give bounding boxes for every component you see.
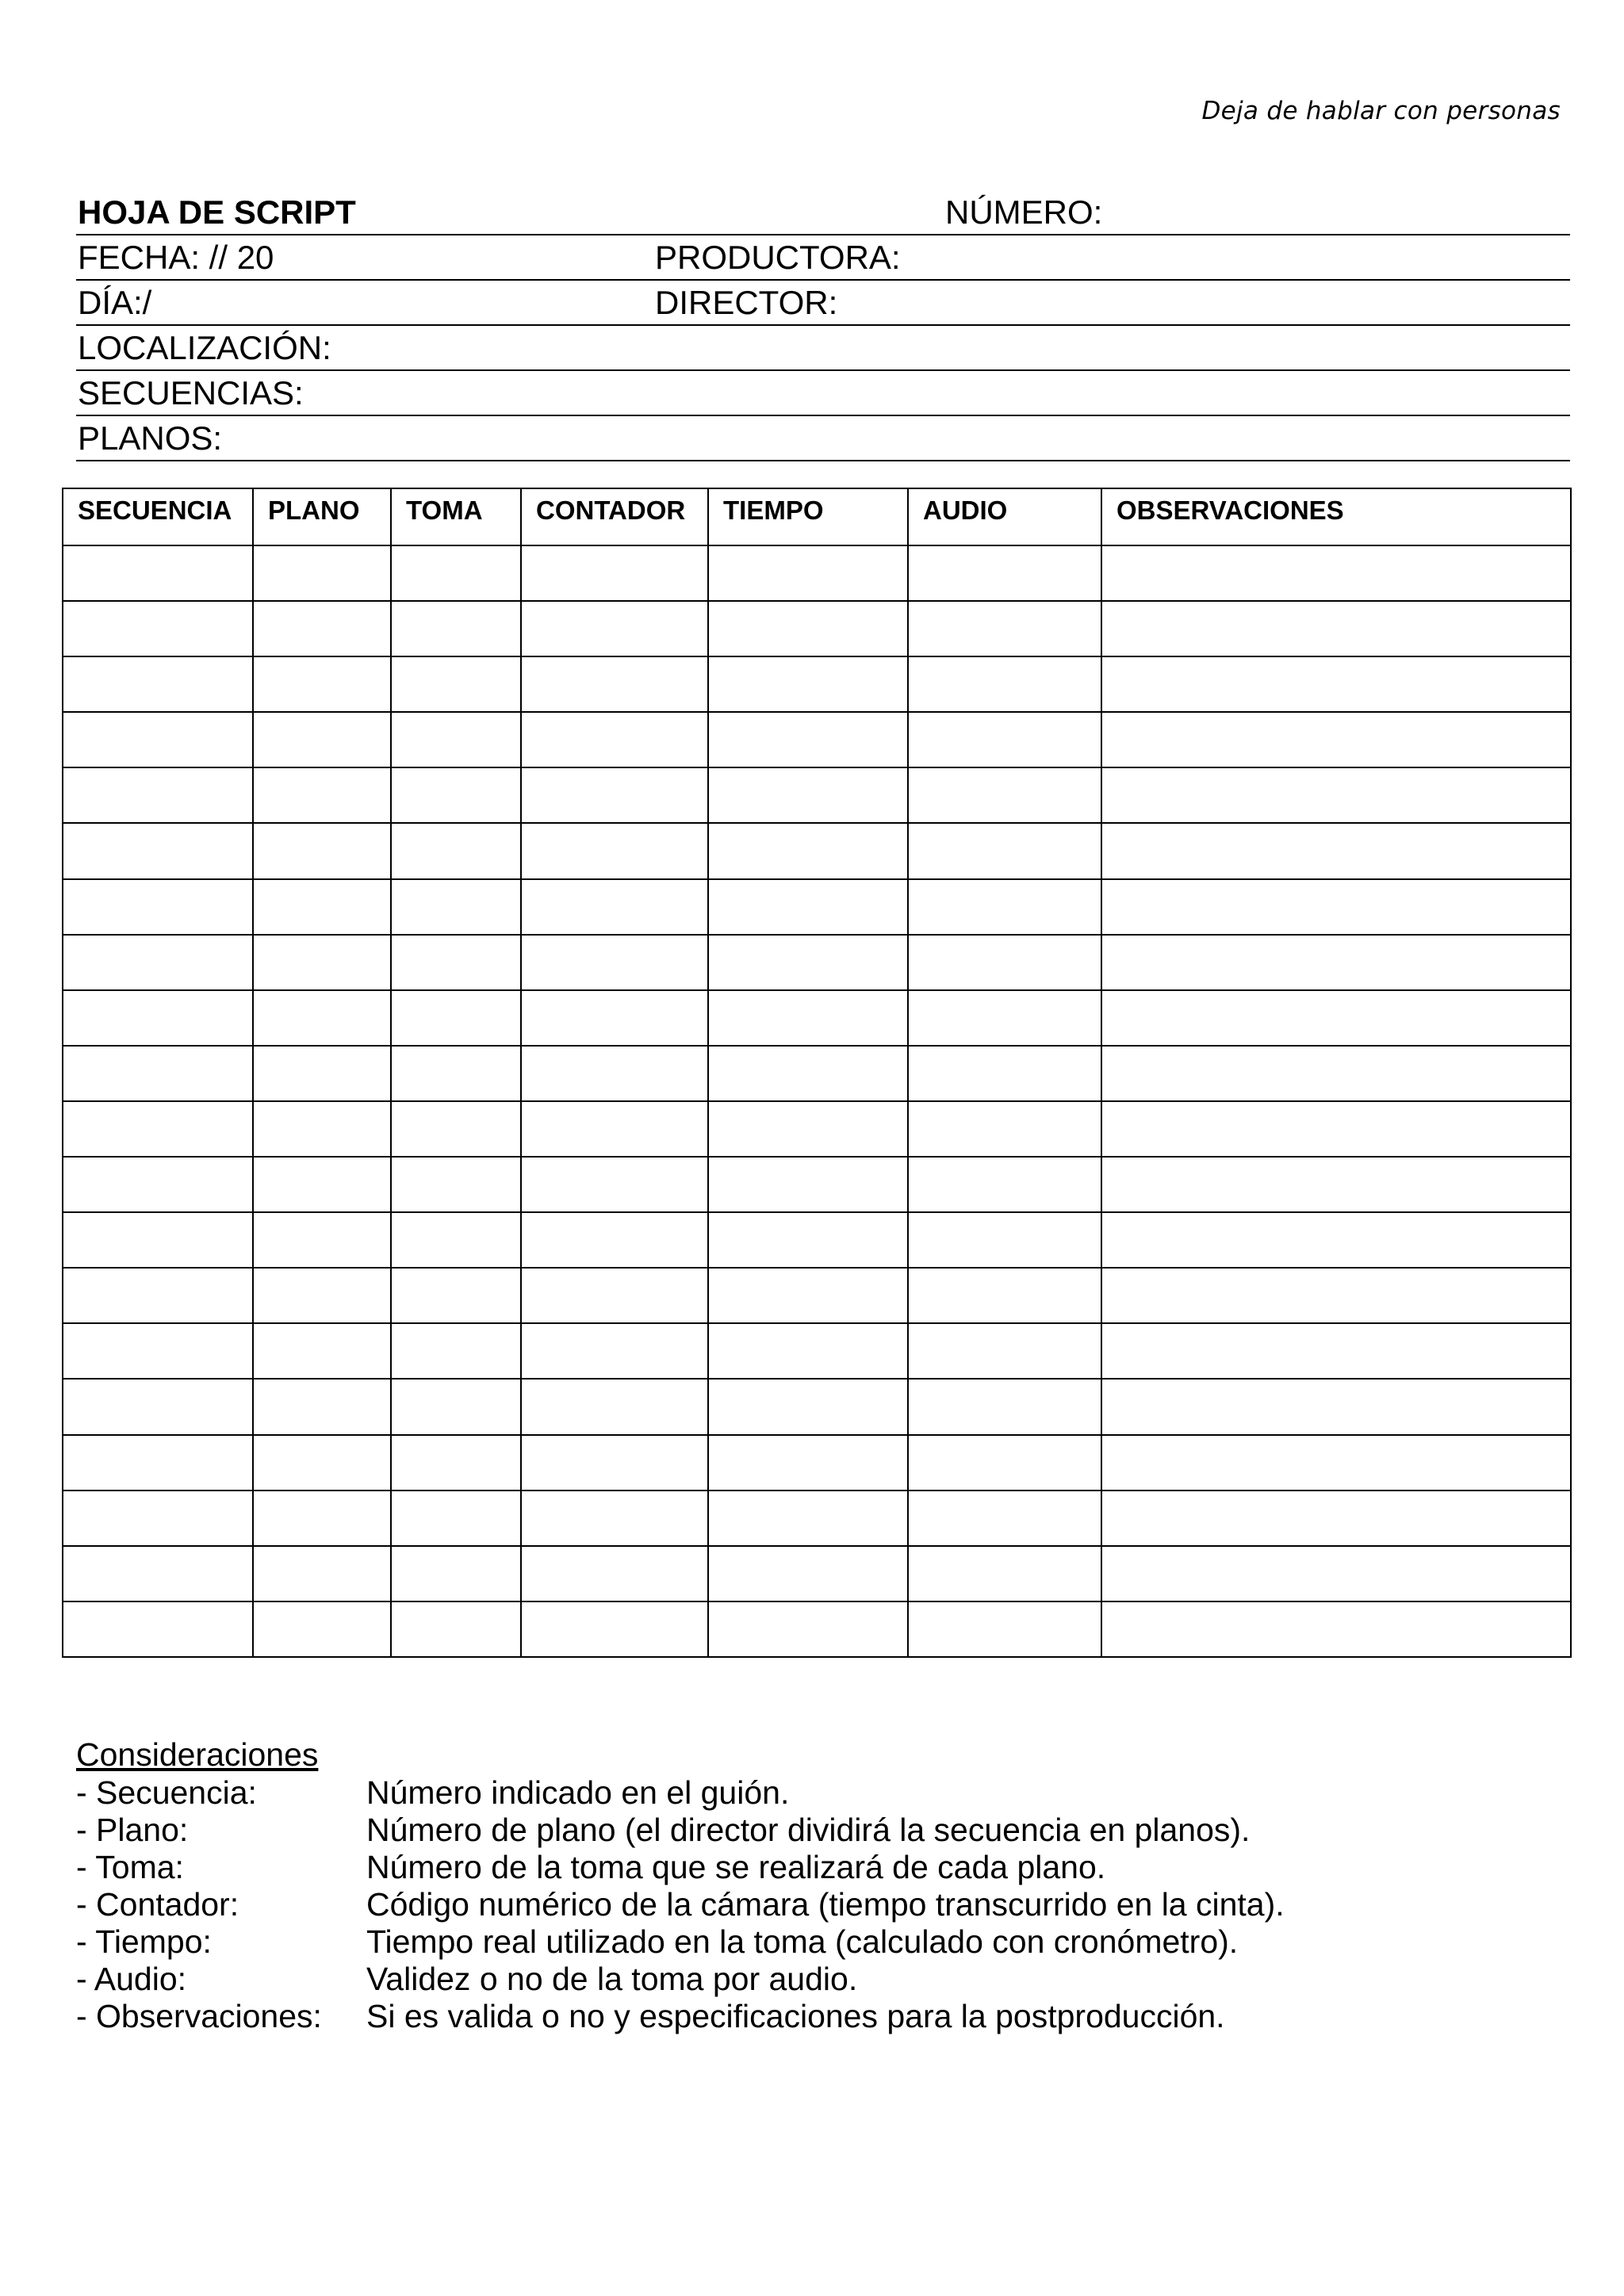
- table-header-row: [63, 488, 1571, 545]
- table-cell-audio[interactable]: [908, 935, 1101, 990]
- table-cell-audio[interactable]: [908, 1268, 1101, 1323]
- table-cell-audio[interactable]: [908, 712, 1101, 767]
- table-row: [63, 1101, 1571, 1157]
- table-cell-observaciones[interactable]: [1101, 1046, 1571, 1101]
- column-header-tiempo: TIEMPO: [708, 488, 908, 545]
- table-cell-plano[interactable]: [253, 1323, 391, 1379]
- table-cell-plano[interactable]: [253, 656, 391, 712]
- table-cell-contador[interactable]: [521, 1323, 708, 1379]
- table-row: [63, 1435, 1571, 1490]
- table-cell-observaciones[interactable]: [1101, 935, 1571, 990]
- table-row: [63, 1046, 1571, 1101]
- table-cell-contador[interactable]: [521, 1157, 708, 1212]
- table-cell-plano[interactable]: [253, 545, 391, 601]
- table-cell-toma[interactable]: [391, 545, 521, 601]
- table-cell-audio[interactable]: [908, 1046, 1101, 1101]
- table-cell-toma[interactable]: [391, 879, 521, 935]
- note-item: [76, 1886, 1567, 1923]
- table-cell-tiempo[interactable]: [708, 823, 908, 878]
- table-cell-tiempo[interactable]: [708, 990, 908, 1046]
- table-cell-audio[interactable]: [908, 1212, 1101, 1268]
- table-cell-tiempo[interactable]: [708, 935, 908, 990]
- table-cell-contador[interactable]: [521, 601, 708, 656]
- note-term: - Toma:: [76, 1849, 184, 1885]
- column-header-observaciones: OBSERVACIONES: [1101, 488, 1571, 545]
- info-row-dia: [76, 281, 1570, 326]
- table-cell-audio[interactable]: [908, 601, 1101, 656]
- table-cell-observaciones[interactable]: [1101, 879, 1571, 935]
- table-cell-contador[interactable]: [521, 823, 708, 878]
- table-row: [63, 1323, 1571, 1379]
- note-term: - Tiempo:: [76, 1923, 212, 1960]
- table-cell-tiempo[interactable]: [708, 1435, 908, 1490]
- table-row: [63, 656, 1571, 712]
- fecha-field-label: FECHA: // 20: [78, 239, 274, 276]
- productora-field-label: PRODUCTORA:: [655, 239, 901, 276]
- table-cell-contador[interactable]: [521, 767, 708, 823]
- table-cell-plano[interactable]: [253, 712, 391, 767]
- table-cell-plano[interactable]: [253, 1268, 391, 1323]
- note-item: [76, 1923, 1567, 1961]
- table-cell-contador[interactable]: [521, 990, 708, 1046]
- table-cell-toma[interactable]: [391, 1323, 521, 1379]
- table-cell-observaciones[interactable]: [1101, 823, 1571, 878]
- table-cell-audio[interactable]: [908, 656, 1101, 712]
- table-cell-tiempo[interactable]: [708, 601, 908, 656]
- director-field-label: DIRECTOR:: [655, 284, 838, 321]
- table-cell-contador[interactable]: [521, 1212, 708, 1268]
- table-row: [63, 990, 1571, 1046]
- table-cell-observaciones[interactable]: [1101, 767, 1571, 823]
- table-cell-observaciones[interactable]: [1101, 1546, 1571, 1601]
- table-cell-plano[interactable]: [253, 601, 391, 656]
- note-item: [76, 1774, 1567, 1812]
- table-cell-contador[interactable]: [521, 712, 708, 767]
- table-cell-plano[interactable]: [253, 1212, 391, 1268]
- table-cell-plano[interactable]: [253, 1379, 391, 1434]
- table-cell-observaciones[interactable]: [1101, 601, 1571, 656]
- table-cell-tiempo[interactable]: [708, 1546, 908, 1601]
- table-cell-observaciones[interactable]: [1101, 1601, 1571, 1657]
- table-cell-audio[interactable]: [908, 1101, 1101, 1157]
- table-cell-toma[interactable]: [391, 1212, 521, 1268]
- table-cell-tiempo[interactable]: [708, 1046, 908, 1101]
- table-cell-tiempo[interactable]: [708, 1323, 908, 1379]
- note-description: Tiempo real utilizado en la toma (calculado con cronómetro).: [366, 1923, 1239, 1960]
- table-cell-observaciones[interactable]: [1101, 1490, 1571, 1546]
- table-cell-tiempo[interactable]: [708, 1379, 908, 1434]
- table-cell-audio[interactable]: [908, 1157, 1101, 1212]
- table-cell-secuencia[interactable]: [63, 1546, 253, 1601]
- table-row: [63, 1546, 1571, 1601]
- table-cell-secuencia[interactable]: [63, 879, 253, 935]
- table-cell-observaciones[interactable]: [1101, 1212, 1571, 1268]
- table-cell-toma[interactable]: [391, 823, 521, 878]
- table-row: [63, 1212, 1571, 1268]
- table-cell-secuencia[interactable]: [63, 1379, 253, 1434]
- table-cell-tiempo[interactable]: [708, 879, 908, 935]
- table-row: [63, 1268, 1571, 1323]
- considerations-section: [76, 1736, 1567, 2035]
- table-cell-tiempo[interactable]: [708, 656, 908, 712]
- table-cell-contador[interactable]: [521, 1490, 708, 1546]
- table-cell-plano[interactable]: [253, 990, 391, 1046]
- table-cell-plano[interactable]: [253, 1546, 391, 1601]
- table-cell-tiempo[interactable]: [708, 1601, 908, 1657]
- table-cell-plano[interactable]: [253, 879, 391, 935]
- table-cell-plano[interactable]: [253, 1601, 391, 1657]
- table-cell-tiempo[interactable]: [708, 1212, 908, 1268]
- table-cell-tiempo[interactable]: [708, 1490, 908, 1546]
- info-row-localizacion: [76, 326, 1570, 371]
- table-row: [63, 712, 1571, 767]
- table-row: [63, 823, 1571, 878]
- note-item: [76, 1812, 1567, 1849]
- table-cell-tiempo[interactable]: [708, 1268, 908, 1323]
- table-cell-toma[interactable]: [391, 1379, 521, 1434]
- table-cell-plano[interactable]: [253, 1046, 391, 1101]
- table-row: [63, 1379, 1571, 1434]
- table-cell-toma[interactable]: [391, 656, 521, 712]
- table-cell-contador[interactable]: [521, 1379, 708, 1434]
- note-term: - Observaciones:: [76, 1998, 322, 2034]
- script-log-table: [62, 488, 1572, 1658]
- numero-field-label: NÚMERO:: [945, 193, 1103, 231]
- table-cell-secuencia[interactable]: [63, 1601, 253, 1657]
- note-term: - Audio:: [76, 1961, 187, 1997]
- table-row: [63, 879, 1571, 935]
- table-row: [63, 935, 1571, 990]
- note-description: Número de la toma que se realizará de cada plano.: [366, 1849, 1106, 1885]
- table-cell-contador[interactable]: [521, 545, 708, 601]
- table-cell-secuencia[interactable]: [63, 712, 253, 767]
- note-term: - Contador:: [76, 1886, 239, 1923]
- column-header-contador: CONTADOR: [521, 488, 708, 545]
- table-cell-observaciones[interactable]: [1101, 1101, 1571, 1157]
- considerations-title: Consideraciones: [76, 1736, 319, 1773]
- table-cell-audio[interactable]: [908, 767, 1101, 823]
- note-description: Validez o no de la toma por audio.: [366, 1961, 858, 1997]
- table-row: [63, 545, 1571, 601]
- table-cell-contador[interactable]: [521, 1046, 708, 1101]
- table-cell-tiempo[interactable]: [708, 767, 908, 823]
- localizacion-field-label: LOCALIZACIÓN:: [78, 329, 331, 366]
- note-term: - Plano:: [76, 1812, 189, 1848]
- note-description: Número de plano (el director dividirá la secuencia en planos).: [366, 1812, 1251, 1848]
- table-cell-observaciones[interactable]: [1101, 1268, 1571, 1323]
- sheet-title: HOJA DE SCRIPT: [78, 193, 356, 231]
- table-row: [63, 1490, 1571, 1546]
- note-item: [76, 1998, 1567, 2035]
- table-cell-toma[interactable]: [391, 1546, 521, 1601]
- table-cell-secuencia[interactable]: [63, 656, 253, 712]
- table-cell-plano[interactable]: [253, 1490, 391, 1546]
- table-cell-contador[interactable]: [521, 879, 708, 935]
- table-cell-observaciones[interactable]: [1101, 656, 1571, 712]
- table-cell-audio[interactable]: [908, 879, 1101, 935]
- info-row-title: [76, 190, 1570, 235]
- table-body: [63, 545, 1571, 1657]
- table-cell-observaciones[interactable]: [1101, 1435, 1571, 1490]
- table-cell-contador[interactable]: [521, 1435, 708, 1490]
- table-cell-toma[interactable]: [391, 1435, 521, 1490]
- table-cell-observaciones[interactable]: [1101, 990, 1571, 1046]
- table-cell-contador[interactable]: [521, 656, 708, 712]
- table-cell-toma[interactable]: [391, 990, 521, 1046]
- table-cell-secuencia[interactable]: [63, 601, 253, 656]
- note-description: Código numérico de la cámara (tiempo transcurrido en la cinta).: [366, 1886, 1285, 1923]
- table-cell-plano[interactable]: [253, 823, 391, 878]
- table-cell-secuencia[interactable]: [63, 990, 253, 1046]
- table-cell-toma[interactable]: [391, 1268, 521, 1323]
- table-cell-secuencia[interactable]: [63, 545, 253, 601]
- table-cell-audio[interactable]: [908, 990, 1101, 1046]
- header-note: Deja de hablar con personas: [1201, 97, 1561, 125]
- note-item: [76, 1849, 1567, 1886]
- table-cell-secuencia[interactable]: [63, 1212, 253, 1268]
- note-description: Si es valida o no y especificaciones para la postproducción.: [366, 1998, 1225, 2034]
- table-cell-observaciones[interactable]: [1101, 1323, 1571, 1379]
- table-cell-audio[interactable]: [908, 1601, 1101, 1657]
- table-cell-observaciones[interactable]: [1101, 1379, 1571, 1434]
- table-cell-secuencia[interactable]: [63, 1046, 253, 1101]
- info-row-fecha: [76, 235, 1570, 281]
- table-row: [63, 767, 1571, 823]
- table-row: [63, 1601, 1571, 1657]
- table-cell-tiempo[interactable]: [708, 1101, 908, 1157]
- table-cell-secuencia[interactable]: [63, 823, 253, 878]
- table-cell-contador[interactable]: [521, 1101, 708, 1157]
- table-cell-observaciones[interactable]: [1101, 712, 1571, 767]
- table-cell-plano[interactable]: [253, 1435, 391, 1490]
- note-item: [76, 1961, 1567, 1998]
- table-row: [63, 601, 1571, 656]
- table-cell-toma[interactable]: [391, 1490, 521, 1546]
- table-cell-secuencia[interactable]: [63, 767, 253, 823]
- table-cell-contador[interactable]: [521, 1601, 708, 1657]
- column-header-plano: PLANO: [253, 488, 391, 545]
- note-term: - Secuencia:: [76, 1774, 257, 1811]
- table-cell-tiempo[interactable]: [708, 1157, 908, 1212]
- table-cell-secuencia[interactable]: [63, 1323, 253, 1379]
- table-cell-observaciones[interactable]: [1101, 545, 1571, 601]
- table-cell-audio[interactable]: [908, 1490, 1101, 1546]
- table-cell-toma[interactable]: [391, 767, 521, 823]
- column-header-toma: TOMA: [391, 488, 521, 545]
- script-info-block: [76, 190, 1570, 461]
- table-cell-contador[interactable]: [521, 935, 708, 990]
- column-header-audio: AUDIO: [908, 488, 1101, 545]
- table-cell-secuencia[interactable]: [63, 1157, 253, 1212]
- table-cell-plano[interactable]: [253, 935, 391, 990]
- table-cell-secuencia[interactable]: [63, 1435, 253, 1490]
- table-cell-contador[interactable]: [521, 1268, 708, 1323]
- table-cell-toma[interactable]: [391, 935, 521, 990]
- table-cell-toma[interactable]: [391, 1157, 521, 1212]
- table-cell-secuencia[interactable]: [63, 935, 253, 990]
- table-cell-plano[interactable]: [253, 1157, 391, 1212]
- table-cell-toma[interactable]: [391, 1101, 521, 1157]
- table-cell-audio[interactable]: [908, 1435, 1101, 1490]
- table-cell-tiempo[interactable]: [708, 545, 908, 601]
- table-cell-toma[interactable]: [391, 712, 521, 767]
- table-cell-audio[interactable]: [908, 545, 1101, 601]
- table-cell-secuencia[interactable]: [63, 1101, 253, 1157]
- table-cell-contador[interactable]: [521, 1546, 708, 1601]
- table-cell-audio[interactable]: [908, 823, 1101, 878]
- table-cell-observaciones[interactable]: [1101, 1157, 1571, 1212]
- table-cell-toma[interactable]: [391, 601, 521, 656]
- secuencias-field-label: SECUENCIAS:: [78, 374, 304, 411]
- note-description: Número indicado en el guión.: [366, 1774, 790, 1811]
- table-cell-secuencia[interactable]: [63, 1490, 253, 1546]
- table-cell-audio[interactable]: [908, 1323, 1101, 1379]
- table-row: [63, 1157, 1571, 1212]
- column-header-secuencia: SECUENCIA: [63, 488, 253, 545]
- table-cell-audio[interactable]: [908, 1379, 1101, 1434]
- info-row-planos: [76, 416, 1570, 461]
- table-cell-toma[interactable]: [391, 1601, 521, 1657]
- table-cell-plano[interactable]: [253, 1101, 391, 1157]
- table-cell-toma[interactable]: [391, 1046, 521, 1101]
- info-row-secuencias: [76, 371, 1570, 416]
- planos-field-label: PLANOS:: [78, 419, 223, 457]
- table-cell-tiempo[interactable]: [708, 712, 908, 767]
- table-cell-secuencia[interactable]: [63, 1268, 253, 1323]
- dia-field-label: DÍA:/: [78, 284, 152, 321]
- table-cell-audio[interactable]: [908, 1546, 1101, 1601]
- table-cell-plano[interactable]: [253, 767, 391, 823]
